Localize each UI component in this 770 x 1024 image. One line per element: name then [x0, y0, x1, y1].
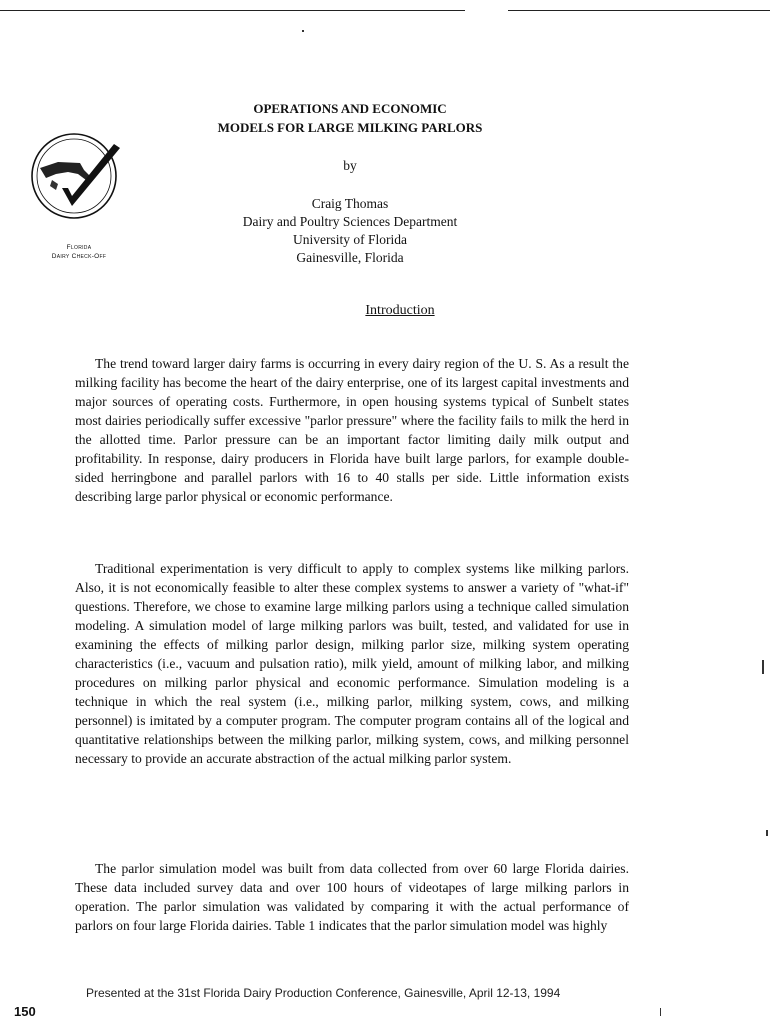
section-heading: Introduction	[365, 303, 435, 318]
author-university: University of Florida	[293, 232, 407, 247]
paragraph-2	[75, 559, 629, 768]
page-number: 150	[14, 1004, 36, 1019]
scan-speck	[660, 1008, 661, 1016]
logo-caption-line-2: Dairy Check-Off	[51, 253, 107, 260]
author-name: Craig Thomas	[311, 196, 389, 211]
paragraph-3-text: The parlor simulation model was built from data collected from over 60 large Florida dairies. These data included survey data and over 100 hours of videotapes of large milking parlors in operation. The parlor simulation was validated by comparing it with the actual performance of parlors on four large Florida dairies. Table 1 indicates that the parlor simulation model was highly	[75, 861, 629, 933]
scan-speck	[302, 30, 304, 32]
scan-speck	[766, 830, 768, 836]
florida-dairy-checkoff-logo	[28, 128, 126, 228]
paragraph-1-text: The trend toward larger dairy farms is occurring in every dairy region of the U. S. As a result the milking facility has become the heart of the dairy enterprise, one of its largest capital investments and major sources of operating costs. Furthermore, in open housing systems typical of Sunbelt states most dairies periodically suffer excessive "parlor pressure" where the facility fails to milk the herd in the allotted time. Parlor pressure can be an important factor limiting daily milk output and profitability. In response, dairy producers in Florida have built large parlors, for example double-sided herringbone and parallel parlors with 16 to 40 stalls per side. Little information exists describing large parlor physical or economic performance.	[75, 356, 629, 504]
paper-title	[150, 99, 550, 137]
logo-caption-line-1: Florida	[66, 244, 92, 251]
conference-footer: Presented at the 31st Florida Dairy Production Conference, Gainesville, April 12-13, 1994	[86, 986, 561, 1000]
title-line-2: MODELS FOR LARGE MILKING PARLORS	[217, 120, 483, 135]
paragraph-3	[75, 859, 629, 935]
paragraph-1	[75, 354, 629, 506]
author-location: Gainesville, Florida	[296, 250, 404, 265]
by-label: by	[343, 158, 357, 173]
top-rule-left	[0, 10, 465, 11]
title-line-1: OPERATIONS AND ECONOMIC	[253, 101, 447, 116]
top-rule-right	[508, 10, 770, 11]
scan-speck	[762, 660, 764, 674]
paragraph-2-text: Traditional experimentation is very difficult to apply to complex systems like milking parlors. Also, it is not economically feasible to alter these complex systems to answer a variety of "what-if" questions. Therefore, we chose to examine large milking parlors using a technique called simulation modeling. A simulation model of large milking parlors was built, tested, and validated for use in examining the effects of milking parlor design, milking parlor size, milking system operating characteristics (i.e., vacuum and pulsation ratio), milk yield, amount of milking labor, and milking procedures on milking parlor physical and economic performance. Simulation modeling is a technique in which the real system (i.e., milking parlor, milking system, cows, and milking personnel) is imitated by a computer program. The computer program contains all of the logical and quantitative relationships between the milking parlor, milking system, cows, and milking personnel necessary to provide an accurate abstraction of the actual milking parlor system.	[75, 561, 629, 766]
author-department: Dairy and Poultry Sciences Department	[242, 214, 458, 229]
